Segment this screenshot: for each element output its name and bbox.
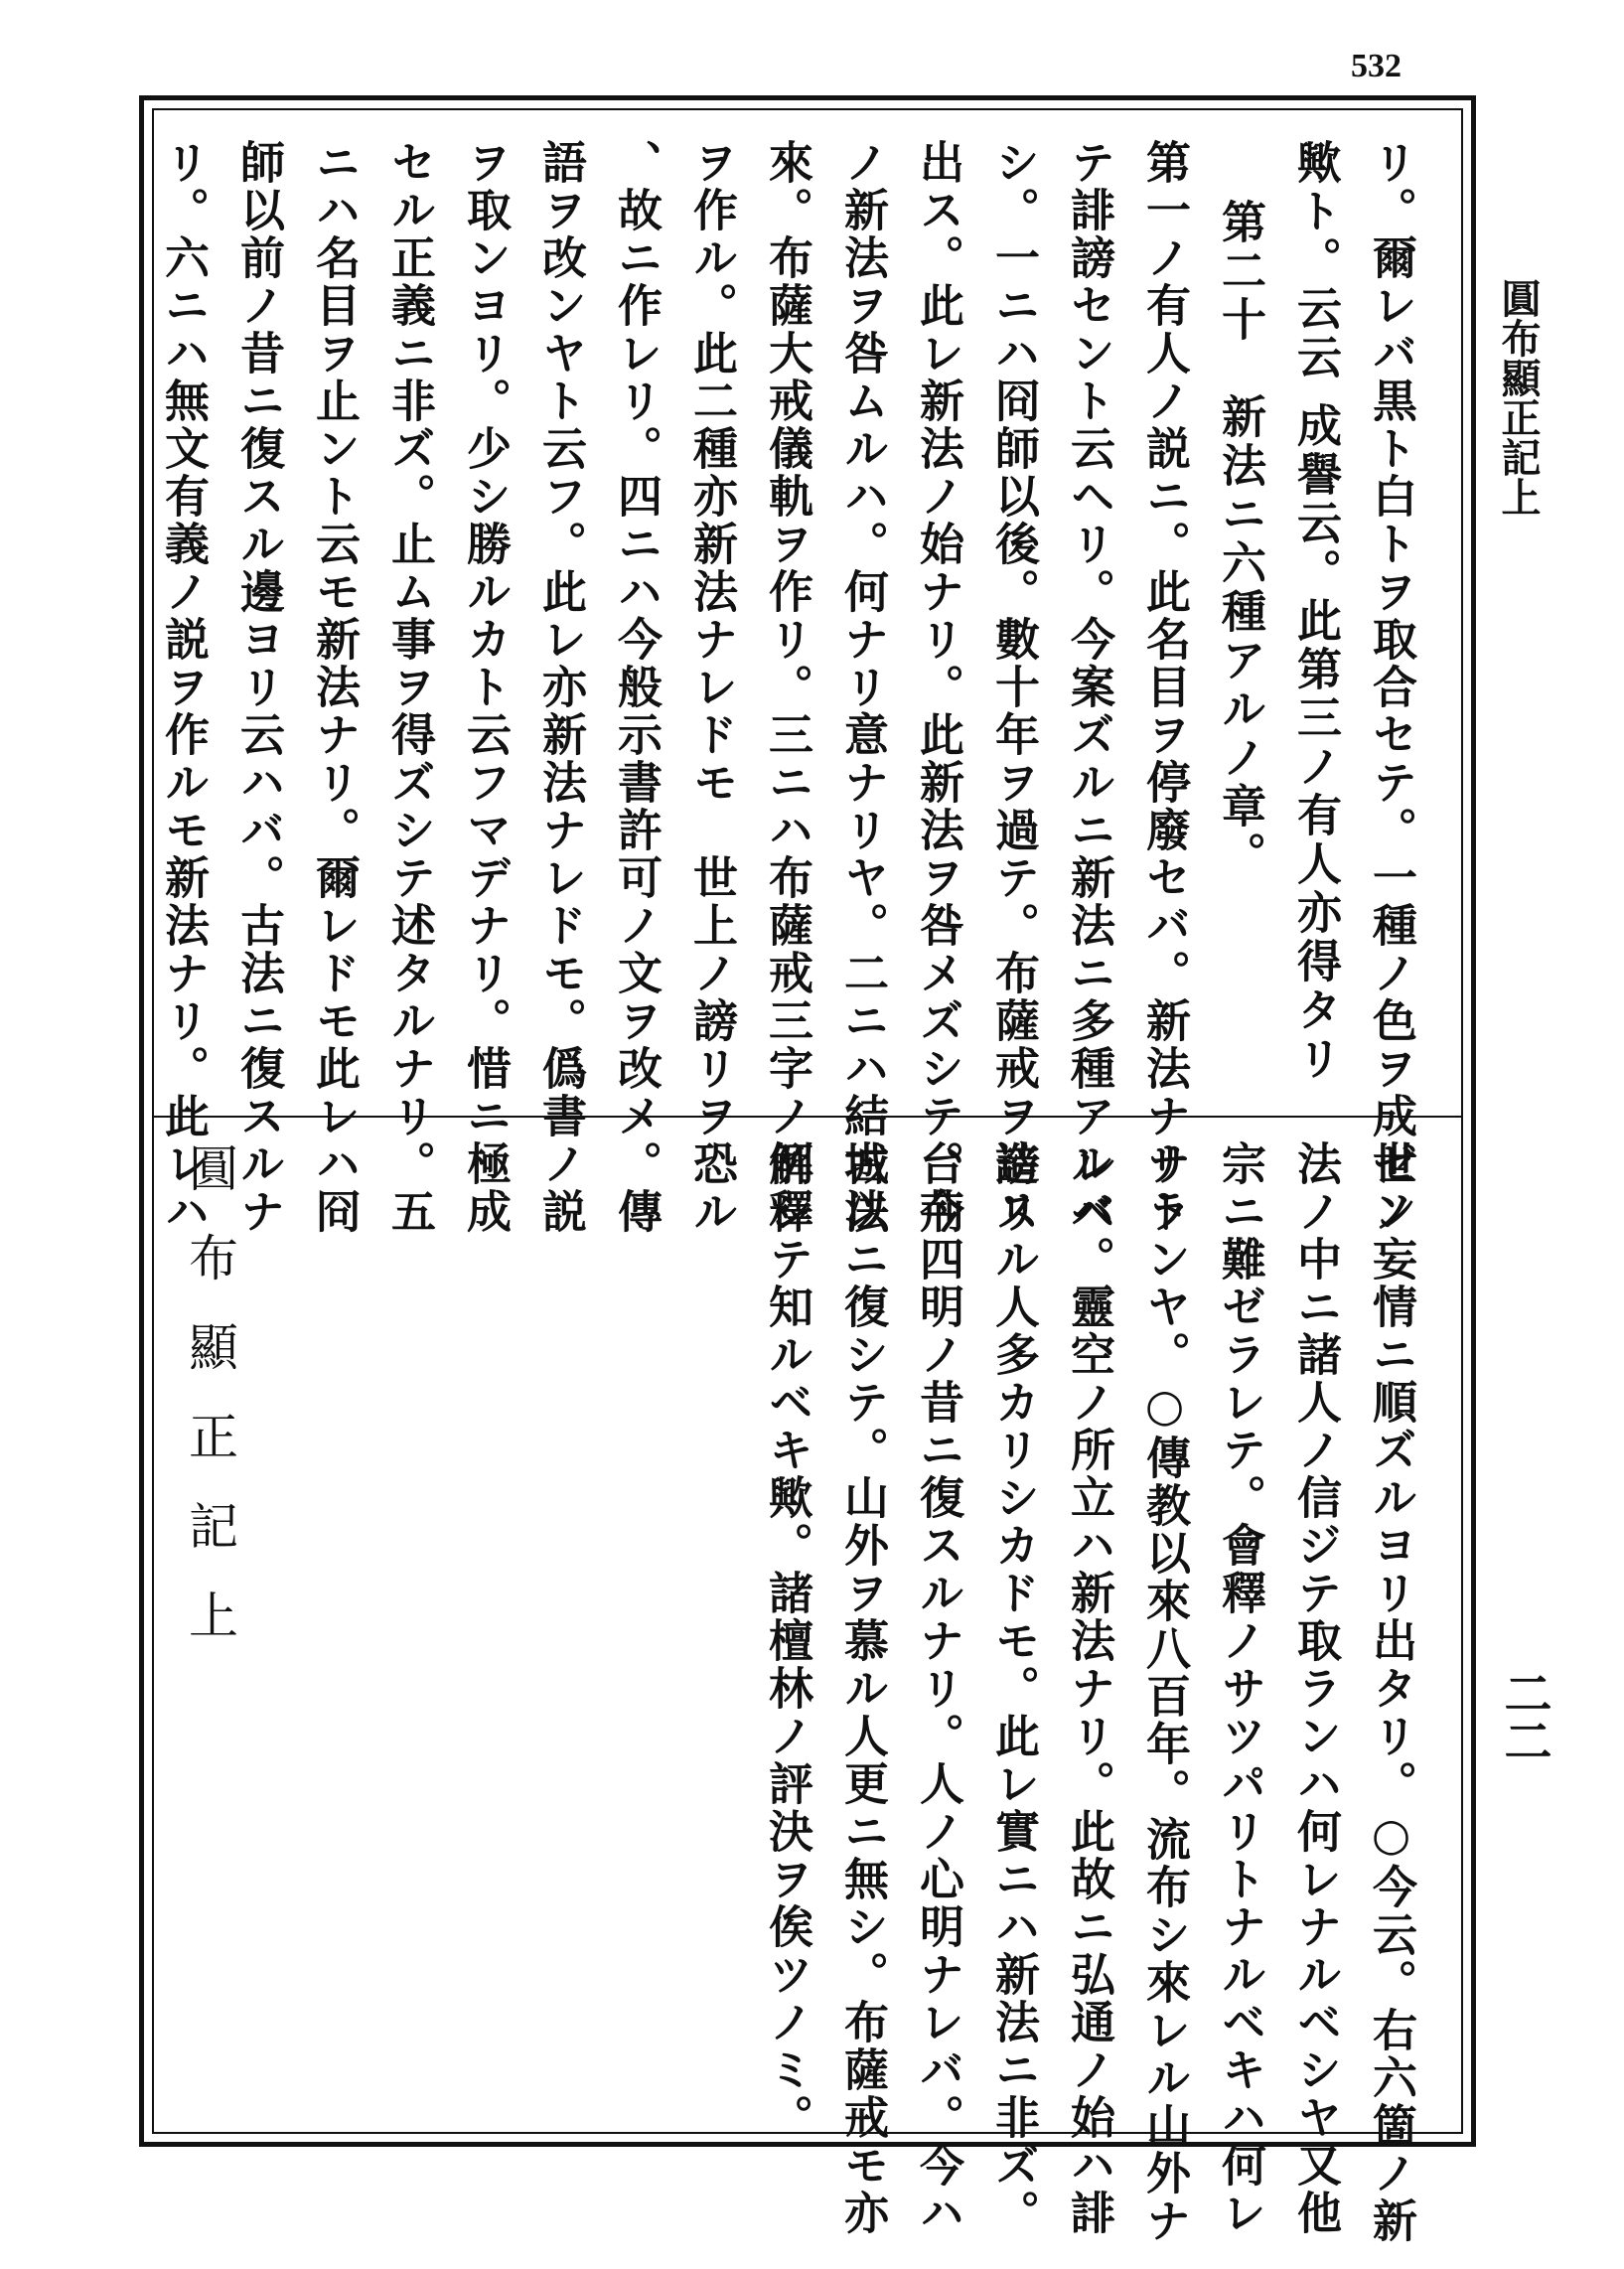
text-column: 、故ニ作レリ。四ニハ今般示書許可ノ文ヲ改メ。傳 bbox=[610, 139, 663, 1236]
section-heading: 第二十 新法ニ六種アルノ章。 bbox=[1214, 199, 1266, 880]
text-column: ヲ取ンヨリ。少シ勝ルカト云フマデナリ。惜ニ極成 bbox=[459, 139, 512, 1236]
text-column: リ。爾レバ黒ト白トヲ取合セテ。一種ノ色ヲ成ゼン bbox=[1365, 139, 1417, 1236]
text-column: レバ。靈空ノ所立ハ新法ナリ。此故ニ弘通ノ始ハ誹 bbox=[1063, 1140, 1115, 2237]
text-column: 出ス。此レ新法ノ始ナリ。此新法ヲ咎メズシテ。今 bbox=[912, 139, 964, 1236]
text-column: ニハ名目ヲ止ント云モ新法ナリ。爾レドモ此レハ冏 bbox=[308, 139, 361, 1236]
text-column: シ。一ニハ冏師以後。數十年ヲ過テ。布薩戒ヲ造リ bbox=[987, 139, 1040, 1236]
text-column: 古法ニ復シテ。山外ヲ慕ル人更ニ無シ。布薩戒モ亦 bbox=[836, 1140, 889, 2237]
text-column: ナランヤ。○傳教以來八百年。流布シ來レル山外ナ bbox=[1138, 1140, 1191, 2245]
text-column: セル正義ニ非ズ。止ム事ヲ得ズシテ述タルナリ。五 bbox=[383, 139, 436, 1236]
text-column: 例シテ知ルベキ歟。諸檀林ノ評決ヲ俟ツノミ。 bbox=[761, 1140, 813, 2142]
text-column: 謗スル人多カリシカドモ。此レ實ニハ新法ニ非ズ。 bbox=[987, 1140, 1040, 2237]
text-column: リ。六ニハ無文有義ノ説ヲ作ルモ新法ナリ。此レハ bbox=[157, 139, 210, 1236]
text-column: 宗ニ難ゼラレテ。會釋ノサツパリトナルベキハ何レ bbox=[1214, 1140, 1266, 2237]
text-column: テ誹謗セント云ヘリ。今案ズルニ新法ニ多種アルベ bbox=[1063, 139, 1115, 1236]
text-column: 來。布薩大戒儀軌ヲ作リ。三ニハ布薩戒三字ノ解釋 bbox=[761, 139, 813, 1236]
text-column: 師以前ノ昔ニ復スル邊ヨリ云ハバ。古法ニ復スルナ bbox=[232, 139, 285, 1236]
running-head: 圓布顯正記上 bbox=[1495, 278, 1542, 517]
text-column: 世ノ妄情ニ順ズルヨリ出タリ。○今云。右六箇ノ新 bbox=[1365, 1140, 1417, 2245]
text-column: 台荊四明ノ昔ニ復スルナリ。人ノ心明ナレバ。今ハ bbox=[912, 1140, 964, 2237]
colophon: 圓布顯正記上 bbox=[181, 1142, 238, 1679]
text-column: ノ新法ヲ咎ムルハ。何ナリ意ナリヤ。二ニハ結城以 bbox=[836, 139, 889, 1236]
text-column: 第一ノ有人ノ説ニ。此名目ヲ停廢セバ。新法ナリト bbox=[1138, 139, 1191, 1236]
text-column: 歟ト。云云 成譽云。此第三ノ有人亦得タリ bbox=[1289, 139, 1342, 1084]
text-column: 語ヲ改ンヤト云フ。此レ亦新法ナレドモ。僞書ノ説 bbox=[534, 139, 587, 1236]
text-column: 法ノ中ニ諸人ノ信ジテ取ランハ何レナルベシヤ又他 bbox=[1289, 1140, 1342, 2237]
page-number: 532 bbox=[1351, 48, 1402, 84]
text-column: ヲ作ル。此二種亦新法ナレドモ 世上ノ謗リヲ恐ル bbox=[685, 139, 738, 1236]
folio: 二二 bbox=[1496, 1669, 1551, 1764]
